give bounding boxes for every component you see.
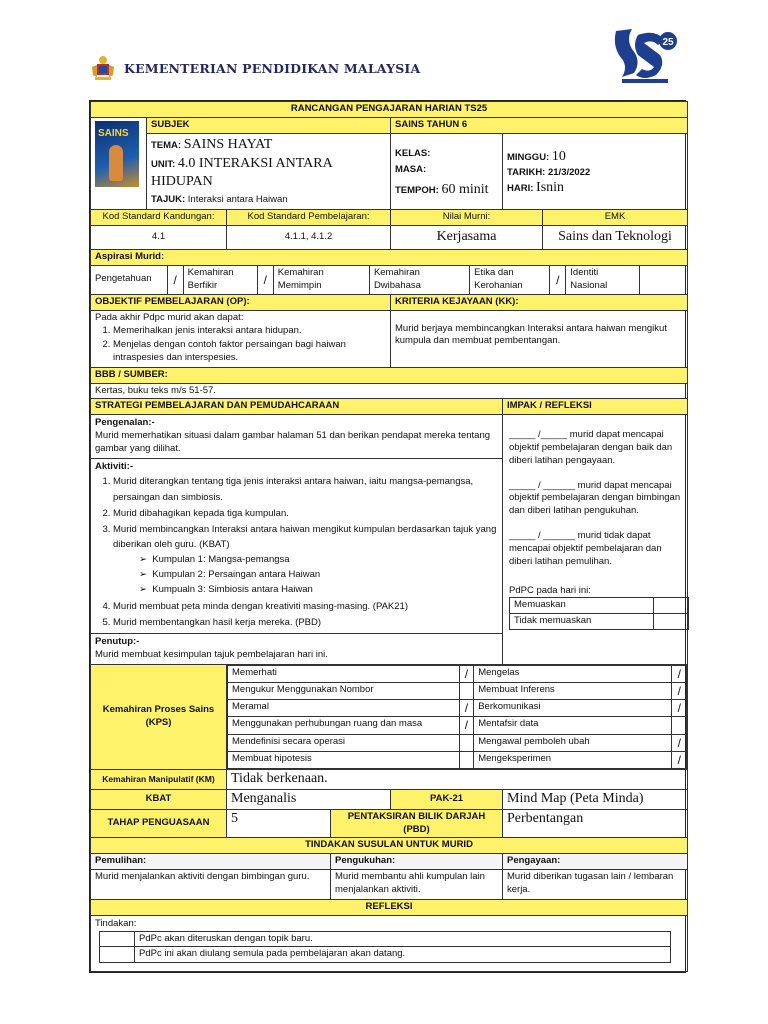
- emk-label: EMK: [543, 210, 688, 226]
- kps-grid: Memerhati / Mengelas / Mengukur Menggunakan Nombor Membuat Inferens / Meramal / Berkomunikasi / Menggunakan perhubungan ruang dan masa / Mentafsir data Mendefinisi secara operasi Mengawal pemboleh ubah / Membuat hipotesis Mengeksperimen /: [227, 665, 687, 769]
- objektif-intro: Pada akhir Pdpc murid akan dapat:: [95, 311, 244, 323]
- pengenalan-label: Pengenalan:-: [95, 417, 155, 429]
- refleksi-checkbox[interactable]: [100, 931, 135, 947]
- pdpc-checkbox[interactable]: [654, 614, 689, 630]
- arrow-icon: ➢: [139, 569, 147, 581]
- subjek-value: SAINS TAHUN 6: [391, 117, 688, 133]
- pdpc-memuaskan: Memuaskan: [510, 598, 654, 614]
- kps-item: Meramal: [228, 700, 460, 717]
- kumpulan-item: ➢ Kumpulan 1: Mangsa-pemangsa: [139, 554, 290, 566]
- tempoh-value: 60 minit: [441, 182, 489, 198]
- pbd-label: PENTAKSIRAN BILIK DARJAH (PBD): [331, 809, 503, 838]
- tp-label: TAHAP PENGUASAAN: [91, 809, 227, 838]
- kbat-label: KBAT: [91, 789, 227, 809]
- tajuk-value: Interaksi antara Haiwan: [187, 194, 288, 206]
- kps-item: Membuat hipotesis: [228, 751, 460, 768]
- hari-value: Isnin: [536, 180, 565, 196]
- aspirasi-mark: /: [257, 266, 273, 294]
- emk-value: Sains dan Teknologi: [543, 225, 688, 249]
- aspirasi-label: Aspirasi Murid:: [91, 249, 688, 265]
- impak-label: IMPAK / REFLEKSI: [503, 399, 688, 415]
- kriteria-label: KRITERIA KEJAYAAN (KK):: [391, 294, 688, 310]
- objektif-label: OBJEKTIF PEMBELAJARAN (OP):: [91, 294, 391, 310]
- pemulihan-label: Pemulihan:: [91, 854, 331, 870]
- refleksi-options: [99, 931, 671, 964]
- impak-line-2: _____ / ______ murid dapat mencapai objektif pembelajaran dengan bimbingan dan diberi latihan pengukuhan.: [509, 479, 681, 517]
- kbat-value: Menganalis: [227, 789, 391, 809]
- svg-text:25: 25: [662, 37, 674, 48]
- subjek-label: SUBJEK: [147, 117, 391, 133]
- aspirasi-mark: /: [550, 266, 566, 294]
- ts25-logo-icon: [608, 25, 680, 85]
- kumpulan-item: ➢ Kumpualn 3: Simbiosis antara Haiwan: [139, 584, 313, 596]
- kelas-label: KELAS:: [395, 147, 431, 159]
- masa-label: MASA:: [395, 164, 427, 176]
- refleksi-option: PdPc akan diteruskan dengan topik baru.: [135, 931, 671, 947]
- km-value: Tidak berkenaan.: [227, 769, 688, 789]
- kps-item: Memerhati: [228, 665, 460, 682]
- pak21-value: Mind Map (Peta Minda): [503, 789, 688, 809]
- kps-item: Berkomunikasi: [474, 700, 672, 717]
- aspirasi-identiti: Identiti Nasional: [566, 266, 640, 294]
- arrow-icon: ➢: [139, 554, 147, 566]
- refleksi-option: PdPc ini akan diulang semula pada pembelajaran akan datang.: [135, 947, 671, 963]
- aspirasi-memimpin: Kemahiran Memimpin: [273, 266, 369, 294]
- pdpc-options: [509, 597, 689, 630]
- penutup-label: Penutup:-: [95, 636, 140, 648]
- tindakan-label: Tindakan:: [95, 917, 137, 929]
- objektif-item: 1. Memerihalkan jenis interaksi antara hidupan.: [113, 325, 386, 338]
- aktiviti-item: 4. Murid membuat peta minda dengan kreativiti masing-masing. (PAK21): [113, 599, 498, 614]
- arrow-icon: ➢: [139, 584, 147, 596]
- page-header: [0, 0, 768, 100]
- pak21-label: PAK-21: [391, 789, 503, 809]
- ksp-label: Kod Standard Pembelajaran:: [227, 210, 391, 226]
- ministry-name: KEMENTERIAN PENDIDIKAN MALAYSIA: [124, 61, 421, 76]
- kps-item: Menggunakan perhubungan ruang dan masa: [228, 717, 460, 734]
- aktiviti-item: 1. Murid diterangkan tentang tiga jenis interaksi antara haiwan, iaitu mangsa-pemangsa, persaingan dan simbiosis.: [113, 474, 498, 504]
- kumpulan-item: ➢ Kumpulan 2: Persaingan antara Haiwan: [139, 569, 321, 581]
- refleksi-checkbox[interactable]: [100, 947, 135, 963]
- unit-value: 4.0 INTERAKSI ANTARA HIDUPAN: [151, 155, 332, 190]
- bbb-text: Kertas, buku teks m/s 51-57.: [91, 383, 688, 399]
- kps-item: Mengawal pemboleh ubah: [474, 734, 672, 751]
- nilai-label: Nilai Murni:: [391, 210, 543, 226]
- impak-line-1: _____ /_____ murid dapat mencapai objektif pembelajaran dengan baik dan diberi latihan pengayaan.: [509, 429, 673, 466]
- aktiviti-item: 2. Murid dibahagikan kepada tiga kumpulan.: [113, 506, 498, 521]
- nilai-value: Kerjasama: [391, 225, 543, 249]
- ksk-value: 4.1: [91, 225, 227, 249]
- kps-item: Mengukur Menggunakan Nombor: [228, 683, 460, 700]
- penutup-text: Murid membuat kesimpulan tajuk pembelajaran hari ini.: [95, 649, 328, 661]
- kps-item: Mengelas: [474, 665, 672, 682]
- aktiviti-label: Aktiviti:-: [95, 460, 133, 472]
- aktiviti-item: 3. Murid membincangkan Interaksi antara haiwan mengikut kumpulan berdasarkan tajuk yang diberikan oleh guru. (KBAT): [113, 522, 498, 552]
- aspirasi-dwibahasa: Kemahiran Dwibahasa: [369, 266, 469, 294]
- impak-line-3: _____ / ______ murid tidak dapat mencapai objektif pembelajaran dan diberi latihan pemulihan.: [509, 530, 662, 567]
- textbook-cover-image: SAINS: [95, 121, 139, 187]
- pbd-value: Perbentangan: [503, 809, 688, 838]
- pengayaan-label: Pengayaan:: [503, 854, 688, 870]
- km-label: Kemahiran Manipulatif (KM): [91, 769, 227, 789]
- form-title: RANCANGAN PENGAJARAN HARIAN TS25: [91, 102, 688, 118]
- pengayaan-text: Murid diberikan tugasan lain / lembaran kerja.: [503, 870, 688, 900]
- tarikh-value: 21/3/2022: [547, 166, 591, 178]
- aktiviti-item: 5. Murid membentangkan hasil kerja mereka. (PBD): [113, 615, 498, 630]
- pdpc-checkbox[interactable]: [654, 598, 689, 614]
- kps-item: Mendefinisi secara operasi: [228, 734, 460, 751]
- pengenalan-text: Murid memerhatikan situasi dalam gambar halaman 51 dan berikan pendapat mereka tentang gambar yang dilihat.: [95, 430, 491, 454]
- kps-item: Mentafsir data: [474, 717, 672, 734]
- tema-value: SAINS HAYAT: [183, 136, 273, 152]
- kps-item: Mengeksperimen: [474, 751, 672, 768]
- malaysia-crest-icon: [90, 55, 116, 83]
- strategi-label: STRATEGI PEMBELAJARAN DAN PEMUDAHCARAAN: [91, 399, 503, 415]
- minggu-value: 10: [551, 148, 566, 164]
- kps-label: Kemahiran Proses Sains (KPS): [91, 664, 227, 769]
- pdpc-label: PdPC pada hari ini:: [509, 584, 591, 596]
- kps-item: Membuat Inferens: [474, 683, 672, 700]
- aspirasi-berfikir: Kemahiran Berfikir: [183, 266, 257, 294]
- lesson-plan-form: RANCANGAN PENGAJARAN HARIAN TS25 SAINS SUBJEK SAINS TAHUN 6 TEMA: SAINS HAYAT UNIT: 4.0 INTERAKSI ANTARA HIDUPAN TAJUK: Interaksi antara Haiwan KELAS: MASA: TEMPOH: 60 minit MINGGU: 10 TARIKH: 21/3/2022 HARI: Isnin Kod Standard Kandungan: Kod Standard Pembelajaran: Nilai Murni: EMK 4.1 4.1.1, 4.1.2 Kerjasama Sains dan Teknologi Aspirasi Murid: Pengetahuan / Kemahiran Berfikir / Kemahiran Memimpin Kemahiran Dwibahasa Etika dan Kerohanian / Identiti Nasional OBJEKTIF PEMBELAJARAN (OP): KRITERIA KEJAYAAN (KK): Pada akhir Pdpc murid akan dapat: 1. Memerihalkan jenis interaksi antara hidupan. 2. Menjelas dengan contoh faktor persaingan bagi haiwan intraspesies dan interspesies. Murid berjaya membincangkan Interaksi antara haiwan mengikut kumpula dan membuat pembentangan. BBB / SUMBER: Kertas, buku teks m/s 51-57. STRATEGI PEMBELAJARAN DAN PEMUDAHCARAAN IMPAK / REFLEKSI Pengenalan:- Murid memerhatikan situasi dalam gambar halaman 51 dan berikan pendapat mereka tentang gambar yang dilihat. Aktiviti:- 1. Murid diterangkan tentang tiga jenis interaksi antara haiwan, iaitu mangsa-pemangsa, persaingan dan simbiosis. 2. Murid dibahagikan kepada tiga kumpulan. 3. Murid membincangkan Interaksi antara haiwan mengikut kumpulan berdasarkan tajuk yang diberikan oleh guru. (KBAT) ➢ Kumpulan 1: Mangsa-pemangsa ➢ Kumpulan 2: Persaingan antara Haiwan ➢ Kumpualn 3: Simbiosis antara Haiwan 4. Murid membuat peta minda dengan kreativiti masing-masing. (PAK21) 5. Murid membentangkan hasil kerja mereka. (PBD) Penutup:- Murid membuat kesimpulan tajuk pembelajaran hari ini. _____ /_____ murid dapat mencapai objektif pembelajaran dengan baik dan diberi latihan pengayaan. _____ / ______ murid dapat mencapai objektif pembelajaran dengan bimbingan dan diberi latihan pengukuhan. _____ / ______ murid tidak dapat mencapai objektif pembelajaran dan diberi latihan pemulihan. PdPC pada hari ini: Memuaskan Tidak memuaskan Kemahiran Proses Sains (KPS) Memerhati / Mengelas / Mengukur Menggunakan Nombor Membuat Inferens / Meramal / Berkomunikasi / Menggunakan perhubungan ruang dan masa / Mentafsir data Mendefinisi secara operasi Mengawal pemboleh ubah / Membuat hipotesis Mengeksperimen / Kemahiran Manipulatif (KM) Tidak berkenaan. KBAT Menganalis PAK-21 Mind Map (Peta Minda) TAHAP PENGUASAAN 5 PENTAKSIRAN BILIK DARJAH (PBD) Perbentangan TINDAKAN SUSULAN UNTUK MURID Pemulihan: Pengukuhan: Pengayaan: Murid menjalankan aktiviti dengan bimbingan guru. Murid membantu ahli kumpulan lain menjalankan aktiviti. Murid diberikan tugasan lain / lembaran kerja. REFLEKSI Tindakan: PdPc akan diteruskan dengan topik baru. PdPc ini akan diulang semula pada pembelajaran akan datang.: [89, 100, 686, 973]
- pengukuhan-label: Pengukuhan:: [331, 854, 503, 870]
- objektif-item: 2. Menjelas dengan contoh faktor persaingan bagi haiwan intraspesies dan interspesies.: [113, 339, 386, 365]
- pengukuhan-text: Murid membantu ahli kumpulan lain menjalankan aktiviti.: [331, 870, 503, 900]
- aspirasi-mark: /: [167, 266, 183, 294]
- ksk-label: Kod Standard Kandungan:: [91, 210, 227, 226]
- refleksi-label: REFLEKSI: [91, 900, 688, 916]
- bbb-label: BBB / SUMBER:: [91, 367, 688, 383]
- aspirasi-pengetahuan: Pengetahuan: [91, 266, 167, 294]
- ksp-value: 4.1.1, 4.1.2: [227, 225, 391, 249]
- kriteria-text: Murid berjaya membincangkan Interaksi antara haiwan mengikut kumpula dan membuat pembentangan.: [391, 310, 688, 367]
- tp-value: 5: [227, 809, 331, 838]
- tindakan-susulan-label: TINDAKAN SUSULAN UNTUK MURID: [91, 838, 688, 854]
- aspirasi-etika: Etika dan Kerohanian: [470, 266, 550, 294]
- pdpc-tidak-memuaskan: Tidak memuaskan: [510, 614, 654, 630]
- pemulihan-text: Murid menjalankan aktiviti dengan bimbingan guru.: [91, 870, 331, 900]
